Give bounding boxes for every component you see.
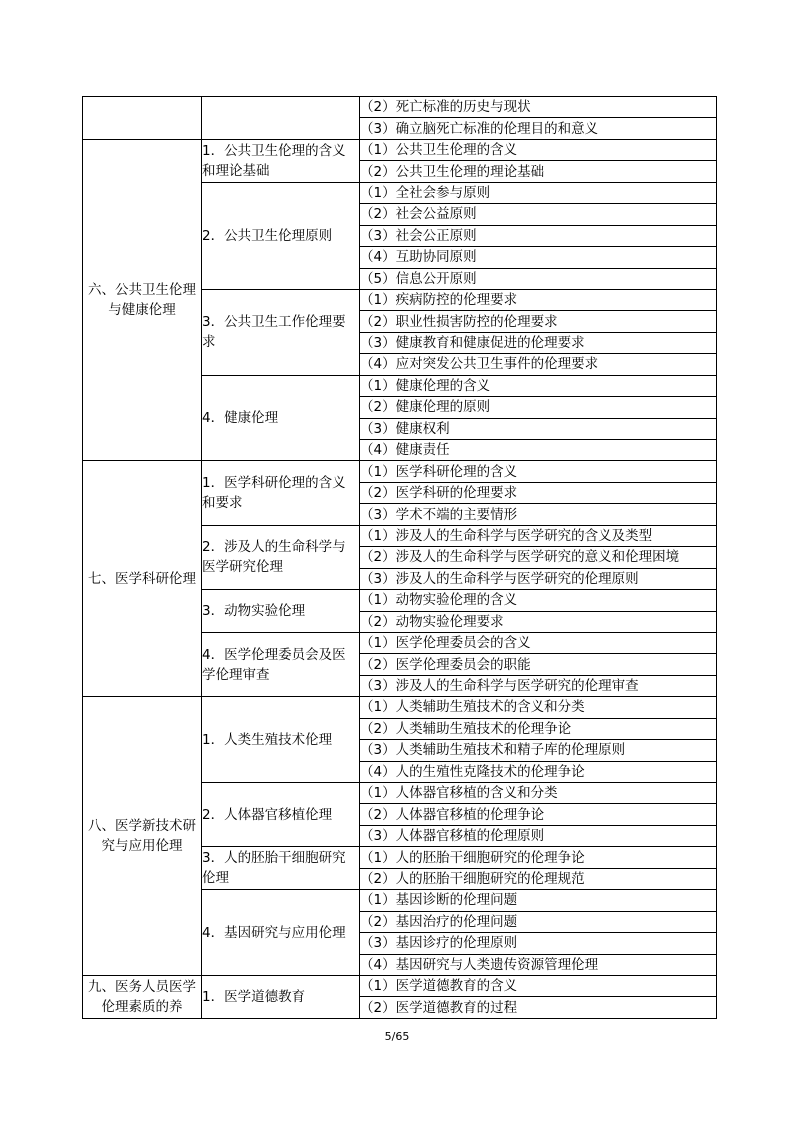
subtopic-item: （1）涉及人的生命科学与医学研究的含义及类型: [360, 525, 717, 546]
subtopic-item: （2）基因治疗的伦理问题: [360, 911, 717, 932]
subtopic-item: （1）健康伦理的含义: [360, 375, 717, 396]
subtopic-item: （1）医学道德教育的含义: [360, 975, 717, 996]
topic-title: 4．健康伦理: [202, 375, 360, 461]
subtopic-item: （2）死亡标准的历史与现状: [360, 97, 717, 118]
subtopic-item: （3）健康权利: [360, 418, 717, 439]
topic-title: 1．公共卫生伦理的含义和理论基础: [202, 139, 360, 182]
subtopic-item: （3）人类辅助生殖技术和精子库的伦理原则: [360, 740, 717, 761]
subtopic-item: （4）基因研究与人类遗传资源管理伦理: [360, 954, 717, 975]
subtopic-item: （3）社会公正原则: [360, 225, 717, 246]
subtopic-item: （3）健康教育和健康促进的伦理要求: [360, 332, 717, 353]
subtopic-item: （1）公共卫生伦理的含义: [360, 139, 717, 160]
table-row: [83, 139, 717, 160]
page-number: 5/65: [384, 1030, 410, 1043]
section-title: 九、医务人员医学伦理素质的养: [83, 975, 202, 1018]
subtopic-item: （2）医学伦理委员会的职能: [360, 654, 717, 675]
subtopic-item: （1）人类辅助生殖技术的含义和分类: [360, 697, 717, 718]
subtopic-item: （3）人体器官移植的伦理原则: [360, 825, 717, 846]
subtopic-item: （4）人的生殖性克隆技术的伦理争论: [360, 761, 717, 782]
subtopic-item: （2）医学道德教育的过程: [360, 997, 717, 1018]
subtopic-item: （2）人的胚胎干细胞研究的伦理规范: [360, 868, 717, 889]
subtopic-item: （4）互助协同原则: [360, 247, 717, 268]
subtopic-item: （2）社会公益原则: [360, 204, 717, 225]
subtopic-item: （1）医学科研伦理的含义: [360, 461, 717, 482]
section-title: [83, 97, 202, 140]
subtopic-item: （3）涉及人的生命科学与医学研究的伦理审查: [360, 675, 717, 696]
subtopic-item: （2）职业性损害防控的伦理要求: [360, 311, 717, 332]
subtopic-item: （2）医学科研的伦理要求: [360, 482, 717, 503]
subtopic-item: （1）人体器官移植的含义和分类: [360, 783, 717, 804]
table-row: [83, 97, 717, 118]
section-title: 八、医学新技术研究与应用伦理: [83, 697, 202, 976]
subtopic-item: （2）人类辅助生殖技术的伦理争论: [360, 718, 717, 739]
topic-title: 3．人的胚胎干细胞研究伦理: [202, 847, 360, 890]
subtopic-item: （3）基因诊疗的伦理原则: [360, 933, 717, 954]
table-row: [83, 461, 717, 482]
subtopic-item: （5）信息公开原则: [360, 268, 717, 289]
topic-title: 1．医学道德教育: [202, 975, 360, 1018]
topic-title: 4．医学伦理委员会及医学伦理审查: [202, 632, 360, 696]
subtopic-item: （2）人体器官移植的伦理争论: [360, 804, 717, 825]
table-row: [83, 697, 717, 718]
subtopic-item: （4）应对突发公共卫生事件的伦理要求: [360, 354, 717, 375]
topic-title: 1．医学科研伦理的含义和要求: [202, 461, 360, 525]
subtopic-item: （4）健康责任: [360, 440, 717, 461]
subtopic-item: （2）健康伦理的原则: [360, 397, 717, 418]
subtopic-item: （1）全社会参与原则: [360, 182, 717, 203]
subtopic-item: （2）动物实验伦理要求: [360, 611, 717, 632]
subtopic-item: （1）疾病防控的伦理要求: [360, 289, 717, 310]
syllabus-table: [82, 96, 717, 1019]
subtopic-item: （3）确立脑死亡标准的伦理目的和意义: [360, 118, 717, 139]
topic-title: 1．人类生殖技术伦理: [202, 697, 360, 783]
section-title: 六、公共卫生伦理与健康伦理: [83, 139, 202, 461]
subtopic-item: （2）公共卫生伦理的理论基础: [360, 161, 717, 182]
subtopic-item: （2）涉及人的生命科学与医学研究的意义和伦理困境: [360, 547, 717, 568]
topic-title: 3．动物实验伦理: [202, 590, 360, 633]
topic-title: [202, 97, 360, 140]
topic-title: 3．公共卫生工作伦理要求: [202, 289, 360, 375]
subtopic-item: （1）医学伦理委员会的含义: [360, 632, 717, 653]
topic-title: 2．人体器官移植伦理: [202, 783, 360, 847]
subtopic-item: （1）动物实验伦理的含义: [360, 590, 717, 611]
section-title: 七、医学科研伦理: [83, 461, 202, 697]
subtopic-item: （3）涉及人的生命科学与医学研究的伦理原则: [360, 568, 717, 589]
table-row: [83, 975, 717, 996]
topic-title: 2．涉及人的生命科学与医学研究伦理: [202, 525, 360, 589]
subtopic-item: （1）人的胚胎干细胞研究的伦理争论: [360, 847, 717, 868]
subtopic-item: （1）基因诊断的伦理问题: [360, 890, 717, 911]
subtopic-item: （3）学术不端的主要情形: [360, 504, 717, 525]
topic-title: 2．公共卫生伦理原则: [202, 182, 360, 289]
topic-title: 4．基因研究与应用伦理: [202, 890, 360, 976]
